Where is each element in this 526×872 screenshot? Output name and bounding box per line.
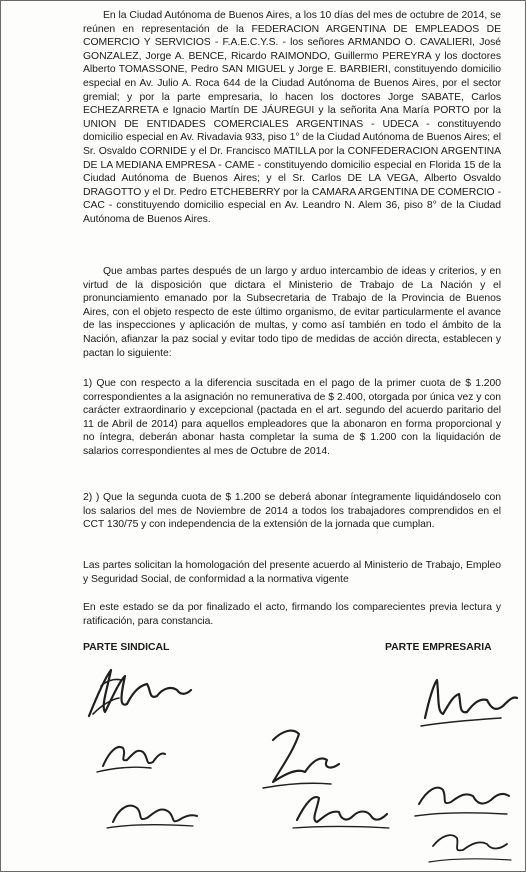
signature-6-stroke bbox=[421, 718, 501, 726]
paragraph-considerations: Que ambas partes después de un largo y arduo intercambio de ideas y criterios, y en virtud de la disposición que dictara el Ministerio de Trabajo de La Nación y el pronunciamiento emanado por la Subsecretaria de Trabajo de la Provincia de Buenos Aires, con el objeto respecto de este último organismo, de evitar particularmente el avance de las inspecciones y aplicación de multas, y como así también en todo el ámbito de la Nación, afianzar la paz social y evitar todo tipo de medidas de acción directa, establecen y pactan lo siguiente: bbox=[83, 266, 501, 359]
signatures-area bbox=[1, 656, 525, 871]
label-parte-sindical: PARTE SINDICAL bbox=[83, 642, 170, 653]
signature-5 bbox=[297, 797, 387, 822]
signature-4 bbox=[273, 731, 339, 782]
paragraph-homologation: Las partes solicitan la homologación del presente acuerdo al Ministerio de Trabajo, Empleo y Seguridad Social, de conformidad a la normativa vigente bbox=[83, 560, 501, 585]
signature-5-stroke bbox=[293, 827, 389, 829]
label-parte-empresaria: PARTE EMPRESARIA bbox=[385, 642, 492, 653]
signature-8 bbox=[433, 835, 507, 850]
paragraph-closing: En este estado se da por finalizado el acto, firmando los comparecientes previa lectura y ratificación, para constancia. bbox=[83, 602, 501, 627]
signature-4-stroke bbox=[263, 783, 331, 788]
signature-7 bbox=[419, 788, 509, 804]
signature-2-stroke bbox=[97, 767, 151, 772]
paragraph-preamble: En la Ciudad Autónoma de Buenos Aires, a los 10 días del mes de octubre de 2014, se reúnen en representación de la FEDERACION ARGENTINA DE EMPLEADOS DE COMERCIO Y SERVICIOS - F.A.E.C.Y.S. - los señores ARMANDO O. CAVALIERI, José GONZALEZ, Jorge A. BENCE, Ricardo RAIMONDO, Guillermo PEREYRA y los doctores Alberto TOMASSONE, Pedro SAN MIGUEL y Jorge E. BARBIERI, constituyendo domicilio especial en Av. Julio A. Roca 644 de la Ciudad Autónoma de Buenos Aires, por el sector gremial; y por la parte empresaria, lo hacen los doctores Jorge SABATE, Carlos ECHEZARRETA e Ignacio Martín DE JÁUREGUI y la señorita Ana María PORTO por la UNION DE ENTIDADES COMERCIALES ARGENTINAS - UDECA - constituyendo domicilio especial en Av. Rivadavia 933, piso 1° de la Ciudad Autónoma de Buenos Aires; el Sr. Osvaldo CORNIDE y el Dr. Francisco MATILLA por la CONFEDERACION ARGENTINA DE LA MEDIANA EMPRESA - CAME - constituyendo domicilio especial en Florida 15 de la Ciudad Autónoma de Buenos Aires; y el Sr. Carlos DE LA VEGA, Alberto Osvaldo DRAGOTTO y el Dr. Pedro ETCHEBERRY por la CAMARA ARGENTINA DE COMERCIO - CAC - constituyendo domicilio especial en Av. Leandro N. Alem 36, piso 8° de la Ciudad Autónoma de Buenos Aires. bbox=[83, 10, 501, 225]
signature-1 bbox=[89, 670, 191, 716]
signature-6 bbox=[425, 680, 517, 718]
paragraph-clause-2: 2) ) Que la segunda cuota de $ 1.200 se deberá abonar íntegramente liquidándoselo con los salarios del mes de Noviembre de 2014 a todos los trabajadores comprendidos en el CCT 130/75 y con independencia de la extensión de la jornada que cumplan. bbox=[83, 492, 501, 531]
paragraph-clause-1: 1) Que con respecto a la diferencia suscitada en el pago de la primer cuota de $ 1.200 correspondientes a la asignación no remunerativa de $ 2.400, otorgada por única vez y con carácter extraordinario y excepcional (pactada en el art. segundo del acuerdo paritario del 11 de Abril de 2014) para aquellos empleadores que la abonaron en forma proporcional y no íntegra, deberán abonar hasta completar la suma de $ 1.200 con la liquidación de salarios correspondientes al mes de Octubre de 2014. bbox=[83, 378, 501, 457]
signature-8-stroke bbox=[429, 859, 511, 862]
signature-2 bbox=[103, 747, 165, 766]
signature-3-stroke bbox=[107, 825, 193, 828]
signature-7-stroke bbox=[415, 813, 507, 816]
signature-3 bbox=[113, 806, 197, 822]
